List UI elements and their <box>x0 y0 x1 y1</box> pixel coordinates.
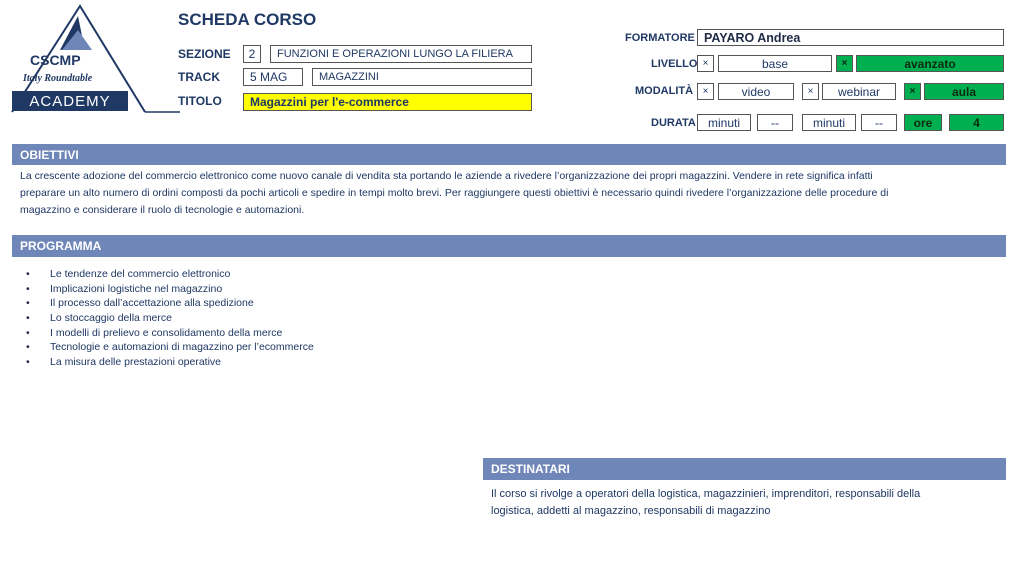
durata-value-1: -- <box>757 114 793 131</box>
list-item: • Il processo dall’accettazione alla spedizione <box>20 296 520 311</box>
sezione-value: FUNZIONI E OPERAZIONI LUNGO LA FILIERA <box>270 45 532 63</box>
logo-subtitle: Italy Roundtable <box>23 73 93 84</box>
durata-unit-1: minuti <box>697 114 751 131</box>
destinatari-heading: DESTINATARI <box>483 458 1006 480</box>
livello-avanzato-checkbox[interactable]: × <box>836 55 853 72</box>
logo-brand: CSCMP <box>30 52 81 68</box>
modalita-aula-checkbox[interactable]: × <box>904 83 921 100</box>
modalita-webinar-checkbox[interactable]: × <box>802 83 819 100</box>
destinatari-line-1: Il corso si rivolge a operatori della logistica, magazzinieri, imprenditori, responsabili della <box>491 488 921 500</box>
sezione-label: SEZIONE <box>178 47 231 61</box>
list-item: • Tecnologie e automazioni di magazzino per l’ecommerce <box>20 340 520 355</box>
modalita-aula: aula <box>924 83 1004 100</box>
destinatari-line-2: logistica, addetti al magazzino, responsabili di magazzino <box>491 505 771 517</box>
obiettivi-line-2: preparare un alto numero di ordini composti da pochi articoli e spedire in tempi molto brevi. Per raggiungere questi obiettivi è necessario quindi rivedere l’organizzazione delle procedure di <box>20 187 889 199</box>
livello-avanzato: avanzato <box>856 55 1004 72</box>
programma-heading: PROGRAMMA <box>12 235 1006 257</box>
titolo-label: TITOLO <box>178 94 222 108</box>
list-item: • Implicazioni logistiche nel magazzino <box>20 282 520 297</box>
modalita-video: video <box>718 83 794 100</box>
durata-unit-2: minuti <box>802 114 856 131</box>
list-item: • Lo stoccaggio della merce <box>20 311 520 326</box>
track-label: TRACK <box>178 70 220 84</box>
destinatari-text <box>491 486 1006 520</box>
modalita-webinar: webinar <box>822 83 896 100</box>
obiettivi-line-3: magazzino e considerare il ruolo di tecnologie e automazioni. <box>20 204 305 216</box>
livello-base: base <box>718 55 832 72</box>
logo-academy: ACADEMY <box>12 91 128 111</box>
formatore-value: PAYARO Andrea <box>697 29 1004 46</box>
logo <box>0 0 180 115</box>
track-code: 5 MAG <box>243 68 303 86</box>
programma-list <box>20 267 520 370</box>
durata-unit-3: ore <box>904 114 942 131</box>
obiettivi-heading: OBIETTIVI <box>12 144 1006 165</box>
durata-label: DURATA <box>651 117 696 129</box>
modalita-video-checkbox[interactable]: × <box>697 83 714 100</box>
track-value: MAGAZZINI <box>312 68 532 86</box>
durata-value-2: -- <box>861 114 897 131</box>
durata-value-3: 4 <box>949 114 1004 131</box>
modalita-label: MODALITÀ <box>635 85 694 97</box>
titolo-value: Magazzini per l'e-commerce <box>243 93 532 111</box>
list-item: • I modelli di prelievo e consolidamento della merce <box>20 326 520 341</box>
list-item: • La misura delle prestazioni operative <box>20 355 520 370</box>
formatore-label: FORMATORE <box>625 32 695 44</box>
obiettivi-text <box>20 168 1010 219</box>
sezione-number: 2 <box>243 45 261 63</box>
livello-label: LIVELLO <box>651 58 698 70</box>
page-title: SCHEDA CORSO <box>178 10 317 29</box>
obiettivi-line-1: La crescente adozione del commercio elettronico come nuovo canale di vendita sta portando le aziende a rivedere l’organizzazione dei propri magazzini. Vendere in rete significa infatti <box>20 170 873 182</box>
list-item: • Le tendenze del commercio elettronico <box>20 267 520 282</box>
livello-base-checkbox[interactable]: × <box>697 55 714 72</box>
